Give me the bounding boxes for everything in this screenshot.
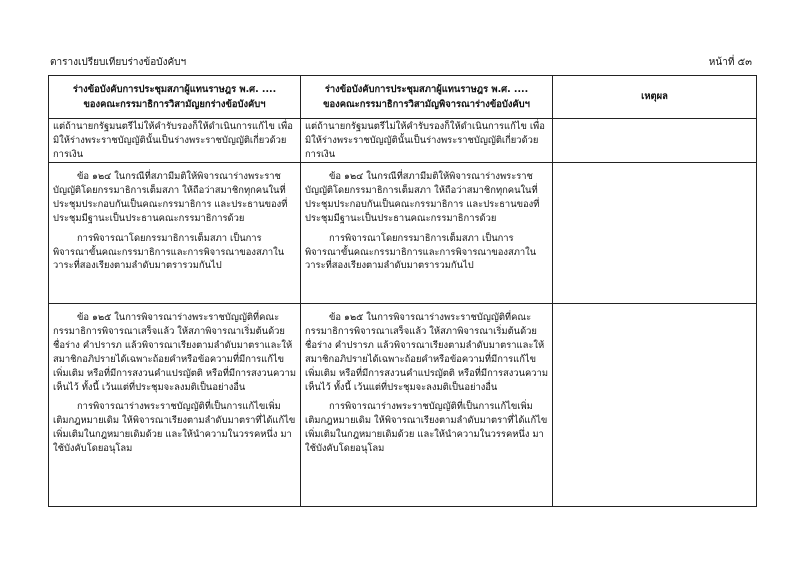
document-title: ตารางเปรียบเทียบร่างข้อบังคับฯ	[50, 57, 187, 68]
page-number: หน้าที่ ๕๓	[708, 57, 752, 68]
page-header	[50, 55, 752, 70]
paragraph: ข้อ ๑๒๕ ในการพิจารณาร่างพระราชบัญญัติที่คณะกรรมาธิการพิจารณาเสร็จแล้ว ให้สภาพิจารณาเริ่มต้นด้วยชื่อร่าง คำปรารภ แล้วพิจารณาเรียงตามลำดับมาตราและให้สมาชิกอภิปรายได้เฉพาะถ้อยคำหรือข้อความที่มีการแก้ไขเพิ่มเติม หรือที่มีการสงวนคำแปรญัตติ หรือที่มีการสงวนความเห็นไว้ ทั้งนี้ เว้นแต่ที่ประชุมจะลงมติเป็นอย่างอื่น	[53, 312, 297, 393]
revised-cell	[301, 304, 553, 507]
paragraph: แต่ถ้านายกรัฐมนตรีไม่ให้คำรับรองก็ให้ดำเนินการแก้ไข เพื่อมิให้ร่างพระราชบัญญัตินั้นเป็นร่างพระราชบัญญัติเกี่ยวด้วยการเงิน	[53, 121, 293, 160]
table-row	[49, 119, 757, 163]
col2-header-line1: ร่างข้อบังคับการประชุมสภาผู้แทนราษฎร พ.ศ. ....	[324, 83, 529, 95]
draft-cell	[49, 119, 301, 163]
col2-header-line2: ของคณะกรรมาธิการวิสามัญพิจารณาร่างข้อบังคับฯ	[323, 99, 530, 110]
reason-cell	[553, 304, 757, 507]
col1-header	[49, 76, 301, 119]
draft-cell	[49, 304, 301, 507]
table-header-row	[49, 76, 757, 119]
draft-cell	[49, 163, 301, 304]
col3-header: เหตุผล	[553, 76, 757, 119]
revised-cell	[301, 119, 553, 163]
reason-cell	[553, 163, 757, 304]
comparison-table	[48, 75, 757, 507]
paragraph: การพิจารณาโดยกรรมาธิการเต็มสภา เป็นการพิจารณาขั้นคณะกรรมาธิการและการพิจารณาของสภาในวาระที่สองเรียงตามลำดับมาตรารวมกันไป	[53, 232, 285, 272]
col1-header-line1: ร่างข้อบังคับการประชุมสภาผู้แทนราษฎร พ.ศ. ....	[72, 83, 277, 95]
paragraph: แต่ถ้านายกรัฐมนตรีไม่ให้คำรับรองก็ให้ดำเนินการแก้ไข เพื่อมิให้ร่างพระราชบัญญัตินั้นเป็นร่างพระราชบัญญัติเกี่ยวด้วยการเงิน	[305, 121, 545, 160]
revised-cell	[301, 163, 553, 304]
paragraph: การพิจารณาโดยกรรมาธิการเต็มสภา เป็นการพิจารณาขั้นคณะกรรมาธิการและการพิจารณาของสภาในวาระที่สองเรียงตามลำดับมาตรารวมกันไป	[305, 232, 537, 272]
paragraph: ข้อ ๑๒๔ ในกรณีที่สภามีมติให้พิจารณาร่างพระราชบัญญัติโดยกรรมาธิการเต็มสภา ให้ถือว่าสมาชิกทุกคนในที่ประชุมประกอบกันเป็นคณะกรรมาธิการ และประธานของที่ประชุมมีฐานะเป็นประธานคณะกรรมาธิการด้วย	[305, 171, 540, 224]
table-row	[49, 163, 757, 304]
col1-header-line2: ของคณะกรรมาธิการวิสามัญยกร่างข้อบังคับฯ	[83, 99, 266, 110]
paragraph: การพิจารณาร่างพระราชบัญญัติที่เป็นการแก้ไขเพิ่มเติมกฎหมายเดิม ให้พิจารณาเรียงตามลำดับมาตราที่ได้แก้ไขเพิ่มเติมในกฎหมายเดิมด้วย และให้นำความในวรรคหนึ่ง มาใช้บังคับโดยอนุโลม	[53, 401, 296, 454]
paragraph: ข้อ ๑๒๕ ในการพิจารณาร่างพระราชบัญญัติที่คณะกรรมาธิการพิจารณาเสร็จแล้ว ให้สภาพิจารณาเริ่มต้นด้วยชื่อร่าง คำปรารภ แล้วพิจารณาเรียงตามลำดับมาตราและให้สมาชิกอภิปรายได้เฉพาะถ้อยคำหรือข้อความที่มีการแก้ไขเพิ่มเติม หรือที่มีการสงวนคำแปรญัตติ หรือที่มีการสงวนความเห็นไว้ ทั้งนี้ เว้นแต่ที่ประชุมจะลงมติเป็นอย่างอื่น	[305, 312, 549, 393]
reason-cell	[553, 119, 757, 163]
col2-header	[301, 76, 553, 119]
paragraph: ข้อ ๑๒๔ ในกรณีที่สภามีมติให้พิจารณาร่างพระราชบัญญัติโดยกรรมาธิการเต็มสภา ให้ถือว่าสมาชิกทุกคนในที่ประชุมประกอบกันเป็นคณะกรรมาธิการ และประธานของที่ประชุมมีฐานะเป็นประธานคณะกรรมาธิการด้วย	[53, 171, 288, 224]
paragraph: การพิจารณาร่างพระราชบัญญัติที่เป็นการแก้ไขเพิ่มเติมกฎหมายเดิม ให้พิจารณาเรียงตามลำดับมาตราที่ได้แก้ไขเพิ่มเติมในกฎหมายเดิมด้วย และให้นำความในวรรคหนึ่ง มาใช้บังคับโดยอนุโลม	[305, 401, 548, 454]
table-row	[49, 304, 757, 507]
